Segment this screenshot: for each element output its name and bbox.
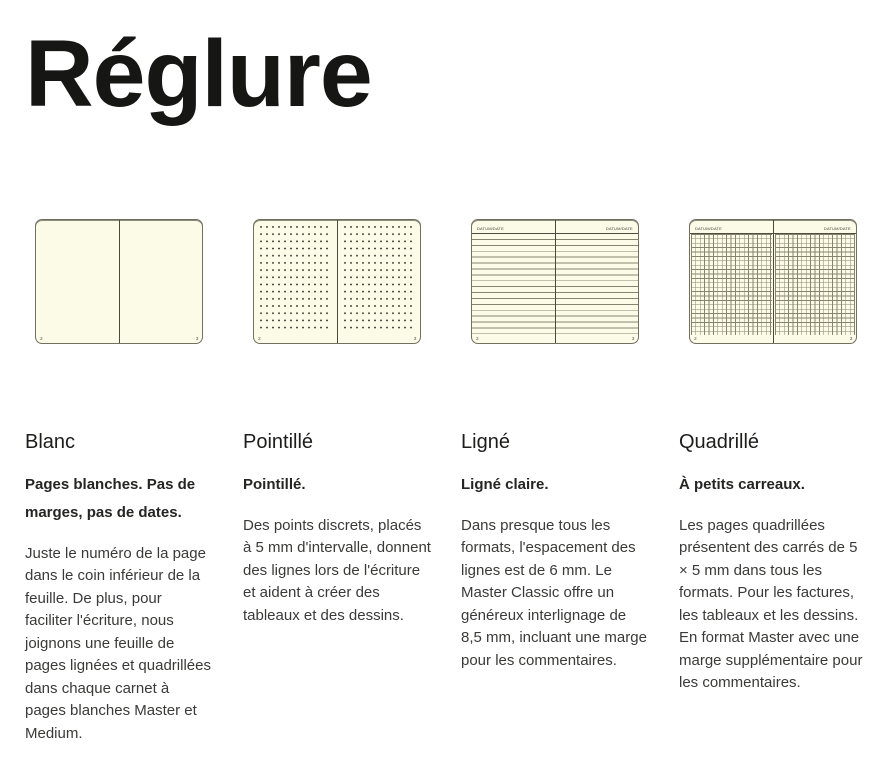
section-heading-pointille: Pointillé (243, 430, 314, 453)
page-title: Réglure (25, 21, 372, 127)
notebook-page-right (774, 220, 857, 343)
section-subtitle-pointille: Pointillé. (243, 475, 306, 493)
page-number: 3 (195, 335, 198, 341)
dot-grid-pattern (260, 226, 331, 330)
notebook-preview-blanc (35, 219, 203, 344)
date-header (690, 220, 773, 234)
notebook-preview-quadrille (689, 219, 857, 344)
ruling-columns (25, 219, 890, 746)
section-body-ligne: Dans presque tous les formats, l'espacement des lignes est de 6 mm. Le Master Classic offre un généreux interlignage de 8,5 mm, incluant une marge pour les commentaires. (461, 516, 647, 669)
section-subtitle-ligne: Ligné claire. (461, 475, 549, 493)
section-heading-quadrille: Quadrillé (679, 430, 760, 453)
section-body-pointille: Des points discrets, placés à 5 mm d'intervalle, donnent des lignes lors de l'écriture et aident à créer des tableaux et des dessins. (243, 516, 431, 624)
page-number: 3 (413, 335, 416, 341)
date-label: DATUM/DATE (477, 226, 504, 231)
section-ligne (461, 219, 651, 746)
ruled-lines-pattern (556, 234, 639, 334)
date-label: DATUM/DATE (824, 226, 851, 231)
notebook-page-left (36, 220, 119, 343)
square-grid-pattern (691, 234, 772, 335)
square-grid-pattern (775, 234, 856, 335)
notebook-page-right (338, 220, 421, 343)
notebook-page-left (254, 220, 337, 343)
ruled-lines-pattern (472, 234, 555, 334)
notebook-page-left (690, 220, 773, 343)
page-number: 2 (40, 335, 43, 341)
notebook-preview-ligne (471, 219, 639, 344)
section-subtitle-blanc: Pages blanches. Pas de marges, pas de dates. (25, 475, 196, 521)
date-label: DATUM/DATE (695, 226, 722, 231)
dot-grid-pattern (344, 226, 415, 330)
date-header (774, 220, 857, 234)
date-header (556, 220, 639, 234)
section-subtitle-quadrille: À petits carreaux. (679, 475, 805, 493)
section-body-quadrille: Les pages quadrillées présentent des carrés de 5 × 5 mm dans tous les formats. Pour les factures, les tableaux et les dessins. En format Master avec une marge supplémentaire pour les commentaires. (679, 516, 863, 691)
notebook-page-right (556, 220, 639, 343)
section-pointille (243, 219, 433, 746)
notebook-page-right (120, 220, 203, 343)
date-header (472, 220, 555, 234)
page-number: 3 (631, 335, 634, 341)
page-number: 2 (258, 335, 261, 341)
page-number: 2 (694, 335, 697, 341)
date-label: DATUM/DATE (606, 226, 633, 231)
section-quadrille (679, 219, 869, 746)
section-blanc (25, 219, 215, 746)
page-number: 2 (476, 335, 479, 341)
section-heading-blanc: Blanc (25, 430, 76, 453)
section-body-blanc: Juste le numéro de la page dans le coin inférieur de la feuille. De plus, pour faciliter l'écriture, nous joignons une feuille de pages lignées et quadrillées dans chaque carnet à pages blanches Master et Medium. (25, 544, 211, 742)
page-number: 3 (849, 335, 852, 341)
notebook-preview-pointille (253, 219, 421, 344)
notebook-page-left (472, 220, 555, 343)
section-heading-ligne: Ligné (461, 430, 510, 453)
